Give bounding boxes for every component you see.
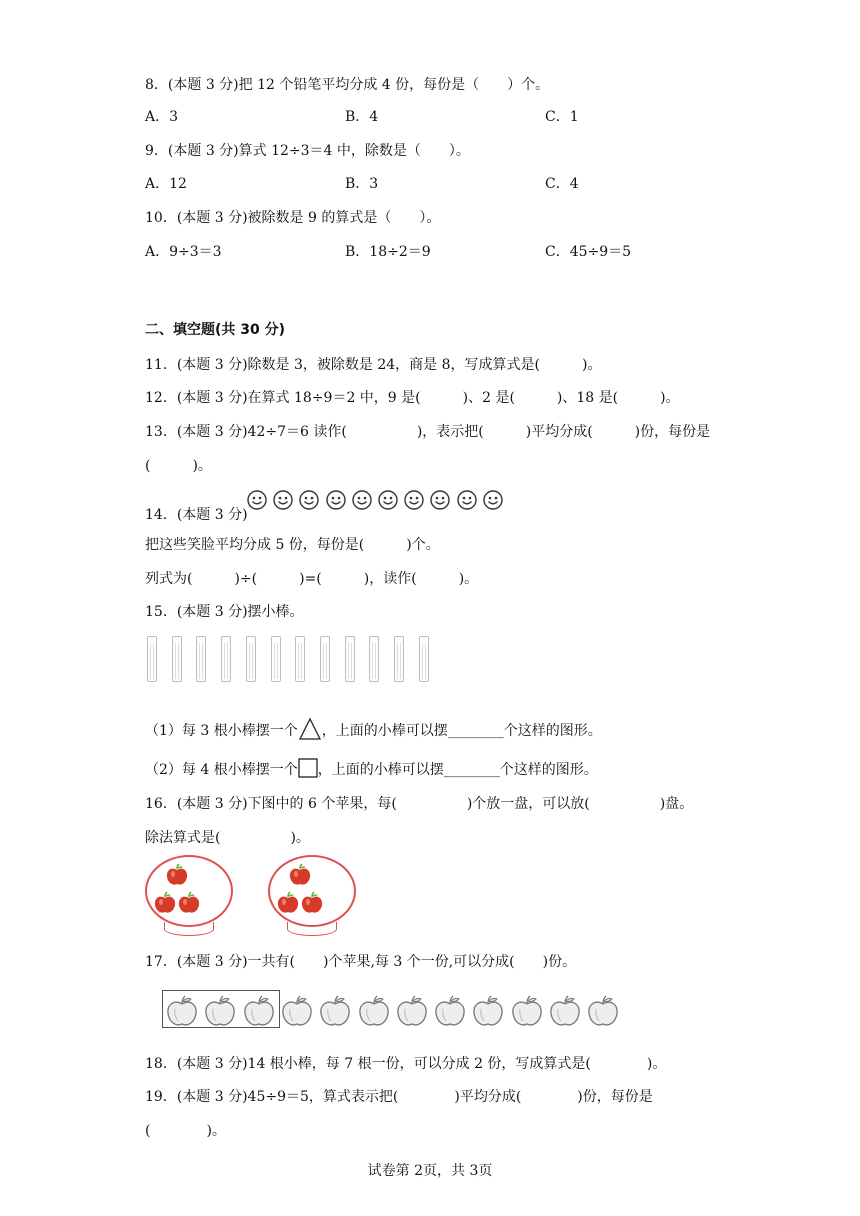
stick-icon — [196, 636, 206, 682]
stick-icon — [221, 636, 231, 682]
q10-option-b: B．18÷2＝9 — [345, 244, 431, 260]
gray-apple-icon — [548, 994, 582, 1028]
stick-icon — [369, 636, 379, 682]
smiley-icon — [404, 490, 424, 510]
q19-line2: ( )。 — [145, 1123, 226, 1139]
q10-stem: 10．(本题 3 分)被除数是 9 的算式是（ ）。 — [145, 210, 441, 226]
q16-line1: 16．(本题 3 分)下图中的 6 个苹果，每( )个放一盘，可以放( )盘。 — [145, 796, 694, 812]
q14-stem: 14．(本题 3 分) — [145, 507, 248, 523]
gray-apple-icon — [433, 994, 467, 1028]
smiley-icon — [273, 490, 293, 510]
smiley-icon — [326, 490, 346, 510]
gray-apple-icon — [318, 994, 352, 1028]
q15-sub2 — [145, 758, 598, 780]
square-icon — [298, 758, 318, 780]
stick-icon — [394, 636, 404, 682]
page-footer: 试卷第 2页，共 3页 — [367, 1163, 493, 1179]
q8-stem: 8．(本题 3 分)把 12 个铅笔平均分成 4 份，每份是（ ）个。 — [145, 77, 550, 93]
q15-sub1-post: ，上面的小棒可以摆________个这样的图形。 — [321, 723, 602, 739]
red-apple-icon — [300, 891, 324, 915]
gray-apple-icon — [242, 994, 276, 1028]
stick-icon — [246, 636, 256, 682]
stick-icon — [295, 636, 305, 682]
q15-sub1-pre: （1）每 3 根小棒摆一个 — [145, 723, 298, 739]
q10-option-c: C．45÷9＝5 — [545, 244, 632, 260]
stick-icon — [419, 636, 429, 682]
stick-icon — [345, 636, 355, 682]
q19-line1: 19．(本题 3 分)45÷9＝5，算式表示把( )平均分成( )份，每份是 — [145, 1089, 653, 1105]
red-apple-icon — [165, 863, 189, 887]
smiley-icon — [457, 490, 477, 510]
smiley-icon — [299, 490, 319, 510]
red-apple-icon — [177, 891, 201, 915]
q12-stem: 12．(本题 3 分)在算式 18÷9＝2 中，9 是( )、2 是( )、18 是( )。 — [145, 390, 680, 406]
smiley-icon — [352, 490, 372, 510]
red-apple-icon — [288, 863, 312, 887]
gray-apple-icon — [395, 994, 429, 1028]
q13-line2: ( )。 — [145, 458, 212, 474]
gray-apple-icon — [471, 994, 505, 1028]
gray-apple-icon — [357, 994, 391, 1028]
q14-line1: 把这些笑脸平均分成 5 份，每份是( )个。 — [145, 537, 440, 553]
q8-option-c: C．1 — [545, 109, 579, 125]
stick-icon — [147, 636, 157, 682]
smiley-icon — [430, 490, 450, 510]
stick-icon — [320, 636, 330, 682]
q14-line2: 列式为( )÷( )=( )，读作( )。 — [145, 571, 479, 587]
stick-icon — [172, 636, 182, 682]
gray-apple-icon — [586, 994, 620, 1028]
red-apple-icon — [153, 891, 177, 915]
smiley-icon — [378, 490, 398, 510]
q9-stem: 9．(本题 3 分)算式 12÷3＝4 中，除数是（ ）。 — [145, 143, 470, 159]
q15-sub2-post: ，上面的小棒可以摆________个这样的图形。 — [317, 762, 598, 778]
q9-option-b: B．3 — [345, 176, 379, 192]
q8-option-b: B．4 — [345, 109, 379, 125]
q13-line1: 13．(本题 3 分)42÷7＝6 读作( )，表示把( )平均分成( )份，每份是 — [145, 424, 711, 440]
smiley-icon — [247, 490, 267, 510]
gray-apple-icon — [280, 994, 314, 1028]
q10-option-a: A．9÷3＝3 — [145, 244, 222, 260]
q15-sub1 — [145, 717, 602, 741]
q17-stem: 17．(本题 3 分)一共有( )个苹果,每 3 个一份,可以分成( )份。 — [145, 954, 577, 970]
q9-option-a: A．12 — [145, 176, 187, 192]
q8-option-a: A．3 — [145, 109, 179, 125]
q15-sub2-pre: （2）每 4 根小棒摆一个 — [145, 762, 298, 778]
gray-apple-icon — [165, 994, 199, 1028]
q11-stem: 11．(本题 3 分)除数是 3，被除数是 24，商是 8，写成算式是( )。 — [145, 357, 602, 373]
q15-stem: 15．(本题 3 分)摆小棒。 — [145, 604, 304, 620]
q16-line2: 除法算式是( )。 — [145, 830, 310, 846]
section-heading: 二、填空题(共 30 分) — [145, 322, 286, 338]
smiley-icon — [483, 490, 503, 510]
gray-apple-icon — [510, 994, 544, 1028]
triangle-icon — [298, 717, 322, 741]
q9-option-c: C．4 — [545, 176, 579, 192]
gray-apple-icon — [203, 994, 237, 1028]
q18-stem: 18．(本题 3 分)14 根小棒，每 7 根一份，可以分成 2 份，写成算式是( )。 — [145, 1056, 667, 1072]
red-apple-icon — [276, 891, 300, 915]
stick-icon — [271, 636, 281, 682]
